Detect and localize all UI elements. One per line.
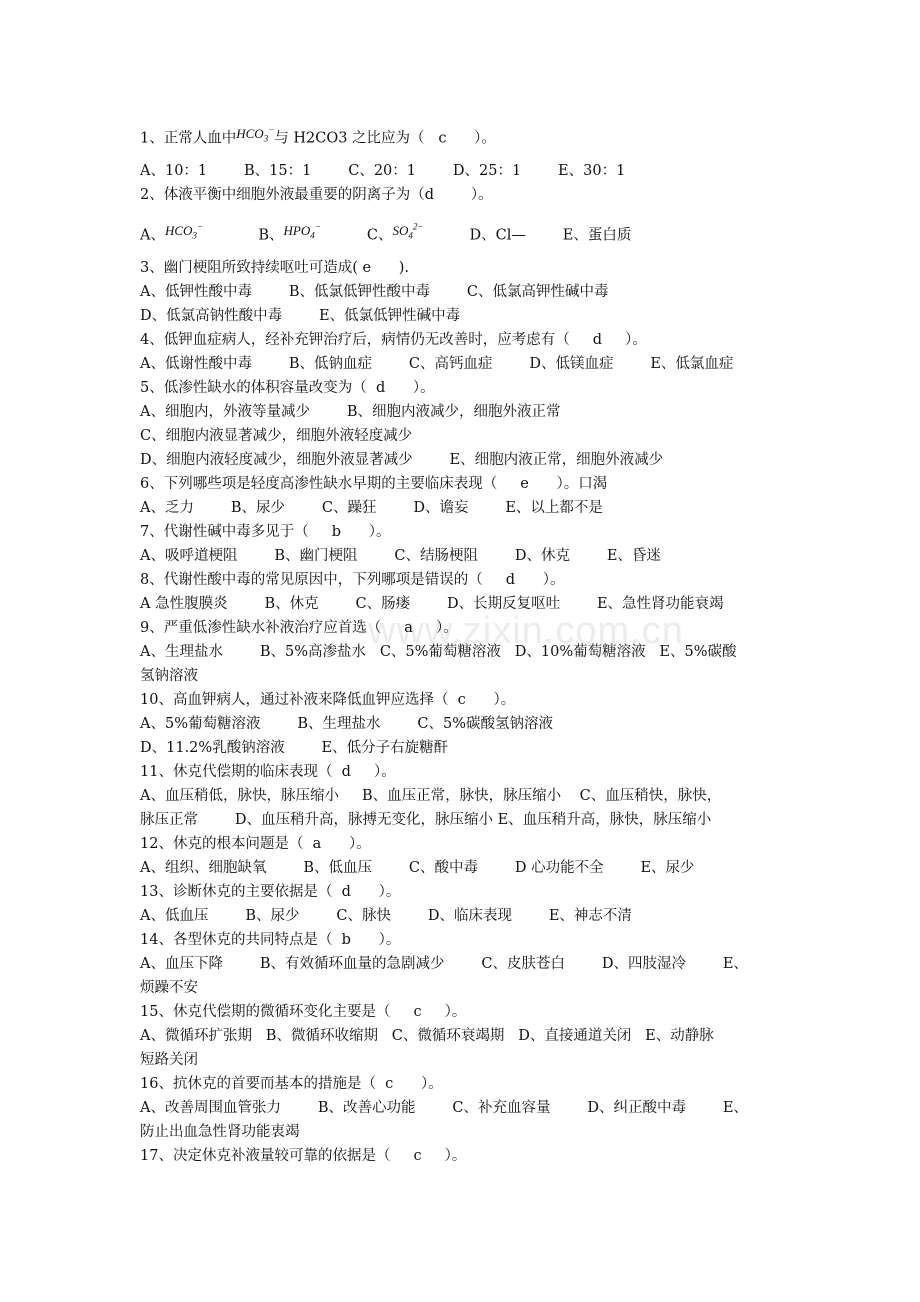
text-line: 6、下列哪些项是轻度高渗性缺水早期的主要临床表现（ e ）。口渴 [140,475,608,492]
text-line: A、吸呼道梗阻 B、幽门梗阻 C、结肠梗阻 D、休克 E、昏迷 [140,547,661,564]
text-line: A、改善周围血管张力 B、改善心功能 C、补充血容量 D、纠正酸中毒 E、 [140,1099,748,1116]
text-line: A、低谢性酸中毒 B、低钠血症 C、高钙血症 D、低镁血症 E、低氯血症 [140,355,734,372]
text-line: 15、休克代偿期的微循环变化主要是（ c ）。 [140,1003,467,1020]
text-line: C、细胞内液显著减少，细胞外液轻度减少 [140,427,413,444]
text-line: A、微循环扩张期 B、微循环收缩期 C、微循环衰竭期 D、直接通道关闭 E、动静脉 [140,1027,714,1044]
watermark: www.zixin.com.cn [368,610,684,652]
text-line: 短路关闭 [140,1051,198,1068]
text-line: 氢钠溶液 [140,667,198,684]
text-line: A、细胞内，外液等量减少 B、细胞内液减少，细胞外液正常 [140,403,561,420]
text-line: 10、高血钾病人，通过补液来降低血钾应选择（ c ）。 [140,691,516,708]
text-line: 12、休克的根本问题是（ a ）。 [140,835,371,852]
text-line: D、低氯高钠性酸中毒 E、低氯低钾性碱中毒 [140,307,461,324]
so4-formula: $SO_4^{2-}$ [392,221,424,241]
text-line: 14、各型休克的共同特点是（ b ）。 [140,931,401,948]
text-line: A、乏力 B、尿少 C、躁狂 D、谵妄 E、以上都不是 [140,499,603,516]
text-line: A、低血压 B、尿少 C、脉快 D、临床表现 E、神志不清 [140,907,632,924]
q1-prefix: 1、正常人血中 [140,130,237,147]
document-body [140,118,790,1168]
hco3-formula: $HCO_3^-$ [236,125,275,144]
question-2-options: A、$HCO_3^-$ B、$HPO_4^-$ C、$SO_4^{2-}$ D、Cl— E、蛋白质 [140,221,632,244]
text-line: D、细胞内液轻度减少，细胞外液显著减少 E、细胞内液正常，细胞外液减少 [140,451,664,468]
question-lines [140,256,790,1168]
hpo4-formula: $HPO_4^-$ [283,221,321,241]
text-line: 防止出血急性肾功能衷竭 [140,1123,300,1140]
question-1 [140,118,790,151]
text-line: 3、幽门梗阻所致持续呕吐可造成( e ). [140,259,409,276]
text-line: D、11.2%乳酸钠溶液 E、低分子右旋糖酐 [140,739,449,756]
question-2: 2、体液平衡中细胞外液最重要的阴离子为（d ）。 [140,186,493,203]
question-1-options: A、10：1 B、15：1 C、20：1 D、25：1 E、30：1 [140,162,626,179]
text-line: 8、代谢性酸中毒的常见原因中，下列哪项是错误的（ d ）。 [140,571,565,588]
text-line: A 急性腹膜炎 B、休克 C、肠瘘 D、长期反复呕吐 E、急性肾功能衰竭 [140,595,724,612]
text-line: 16、抗休克的首要而基本的措施是（ c ）。 [140,1075,443,1092]
text-line: A、5%葡萄糖溶液 B、生理盐水 C、5%碳酸氢钠溶液 [140,715,553,732]
text-line: 4、低钾血症病人，经补充钾治疗后，病情仍无改善时，应考虑有（ d ）。 [140,331,647,348]
text-line: A、血压下降 B、有效循环血量的急剧减少 C、皮肤苍白 D、四肢湿冷 E、 [140,955,748,972]
text-line: A、血压稍低，脉快，脉压缩小 B、血压正常，脉快，脉压缩小 C、血压稍快，脉快， [140,787,722,804]
text-line: 11、休克代偿期的临床表现（ d ）。 [140,763,396,780]
text-line: A、生理盐水 B、5%高渗盐水 C、5%葡萄糖溶液 D、10%葡萄糖溶液 E、5%碳酸 [140,643,737,660]
text-line: 17、决定休克补液量较可靠的依据是（ c ）。 [140,1147,467,1164]
text-line: 7、代谢性碱中毒多见于（ b ）。 [140,523,391,540]
q1-suffix: 与 H2CO3 之比应为（ c ）。 [274,130,496,147]
text-line: 5、低渗性缺水的体积容量改变为（ d ）。 [140,379,435,396]
text-line: A、组织、细胞缺氧 B、低血压 C、酸中毒 D 心功能不全 E、尿少 [140,859,695,876]
text-line: 脉压正常 D、血压稍升高，脉搏无变化，脉压缩小 E、血压稍升高，脉快，脉压缩小 [140,811,712,828]
hco3-formula: $HCO_3^-$ [164,221,204,241]
text-line: 13、诊断休克的主要依据是（ d ）。 [140,883,401,900]
text-line: A、低钾性酸中毒 B、低氯低钾性酸中毒 C、低氯高钾性碱中毒 [140,283,609,300]
text-line: 烦躁不安 [140,979,198,996]
text-line: 9、严重低渗性缺水补液治疗应首选（ a ）。 [140,619,458,636]
